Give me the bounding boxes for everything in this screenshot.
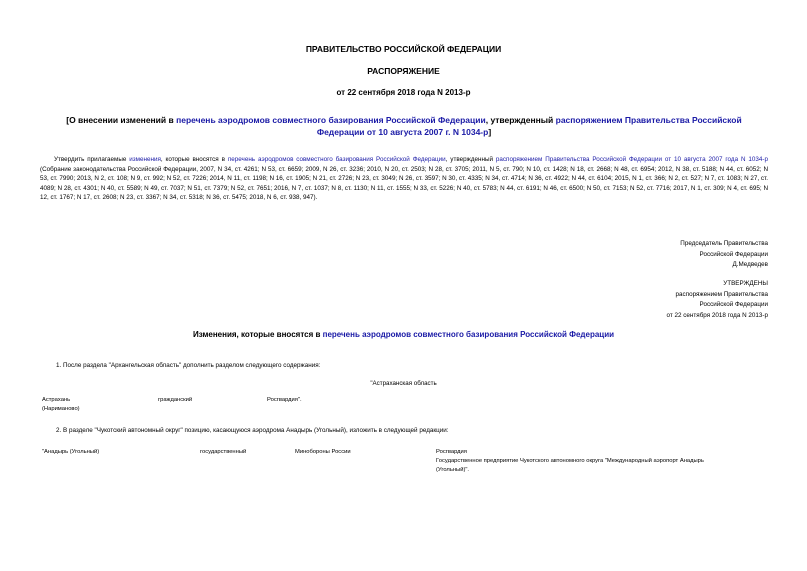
title-text-3: ] xyxy=(488,127,492,137)
body-link-decree-1034[interactable]: распоряжением Правительства Российской Федерации от 10 августа 2007 года N 1034-р xyxy=(495,156,769,163)
item-2-operator-2: Государственное предприятие Чукотского автономного округа "Международный аэропорт Анадырь xyxy=(436,457,704,464)
changes-heading xyxy=(0,330,807,339)
body-link-airfield-list[interactable]: перечень аэродромов совместного базирования Российской Федерации xyxy=(227,156,446,163)
org-name: ПРАВИТЕЛЬСТВО РОССИЙСКОЙ ФЕДЕРАЦИИ xyxy=(305,44,502,54)
document-title xyxy=(46,114,762,138)
item-2-operator-2-cont: (Угольный)". xyxy=(436,466,470,473)
title-text-1: [О внесении изменений в xyxy=(66,115,177,125)
body-text-4: (Собрание законодательства Российской Федерации, 2007, N 34, ст. 4261; N 53, ст. 6659; 2009, N 26, ст. 3236; 2010, N 20, ст. 2503; N 28, ст. 3705; 2011, N 5, ст. 790; N 10, ст. 1428; N 18, ст. 2668; N 48, ст. 6954; 2012, N 38, ст. 5188; N 44, ст. 6052; N 53, ст. 7990; 2013, N 2, ст. 108; N 9, ст. 992; N 52, ст. 7226; 2014, N 11, ст. 1198; N 16, ст. 1905; N 21, ст. 2726; N 23, ст. 3049; N 26, ст. 3597; N 30, ст. 4335; N 34, ст. 4714; N 36, ст. 4922; N 44, ст. 6104; 2015, N 1, ст. 366; N 2, ст. 527; N 7, ст. 1083; N 27, ст. 4089; N 28, ст. 4301; N 40, ст. 5589; N 49, ст. 7037; N 51, ст. 7379; N 52, ст. 7651; 2016, N 7, ст. 1037; N 8, ст. 1130; N 11, ст. 1555; N 33, ст. 5226; N 40, ст. 5783; N 44, ст. 6191; N 46, ст. 6500; N 50, ст. 7153; N 52, ст. 7716; 2017, N 1, ст. 309; N 4, ст. 695; N 12, ст. 1767; N 17, ст. 2608; N 23, ст. 3367; N 34, ст. 5318; N 36, ст. 5475; 2018, N 6, ст. 938, 947). xyxy=(40,165,768,202)
item-1-category: гражданский xyxy=(158,397,193,403)
document-type: РАСПОРЯЖЕНИЕ xyxy=(367,66,440,76)
body-text-3: , утвержденный xyxy=(445,156,496,163)
approval-date: от 22 сентября 2018 года N 2013-р xyxy=(666,311,768,319)
item-2-airfield: "Анадырь (Угольный) xyxy=(42,449,100,455)
item-2-category: государственный xyxy=(200,449,247,455)
changes-heading-text: Изменения, которые вносятся в xyxy=(192,330,323,339)
approval-block xyxy=(667,279,768,321)
title-text-2: , утвержденный xyxy=(485,115,556,125)
signature-block xyxy=(680,239,768,271)
item-1-section-name: "Астраханская область xyxy=(370,380,437,387)
item-1-airfield xyxy=(42,396,80,414)
approval-line-3: Российской Федерации xyxy=(699,301,768,308)
item-1-airfield-alt-name: (Нариманово) xyxy=(42,405,80,412)
signature-position: Председатель Правительства xyxy=(680,240,768,247)
item-2-operators xyxy=(436,448,766,474)
signature-name: Д.Медведев xyxy=(732,261,768,268)
item-2-owner: Минобороны России xyxy=(295,449,351,455)
body-text-1: Утвердить прилагаемые xyxy=(54,156,130,163)
body-text-2: , которые вносятся в xyxy=(160,156,228,163)
item-2-text: 2. В разделе "Чукотский автономный округ" позицию, касающуюся аэродрома Анадырь (Угольный), изложить в следующей редакции: xyxy=(56,427,449,434)
item-2-operator-1: Росгвардия xyxy=(436,449,467,455)
signature-country: Российской Федерации xyxy=(699,250,768,258)
item-1-operator: Росгвардия". xyxy=(267,397,302,403)
item-1-text: 1. После раздела "Архангельская область" дополнить разделом следующего содержания: xyxy=(56,362,321,369)
title-link-airfield-list[interactable]: перечень аэродромов совместного базирования Российской Федерации xyxy=(176,115,486,125)
approval-line-2: распоряжением Правительства xyxy=(675,290,768,298)
title-link-decree-1034[interactable]: распоряжением Правительства Российской Федерации от 10 августа 2007 г. N 1034-р xyxy=(316,115,742,137)
item-1-airfield-name: Астрахань xyxy=(42,397,71,403)
body-link-changes[interactable]: изменения xyxy=(129,156,161,163)
changes-heading-link[interactable]: перечень аэродромов совместного базирования Российской Федерации xyxy=(322,330,615,339)
document-date-number: от 22 сентября 2018 года N 2013-р xyxy=(336,88,471,97)
body-paragraph xyxy=(40,155,768,203)
approval-title: УТВЕРЖДЕНЫ xyxy=(723,280,768,287)
